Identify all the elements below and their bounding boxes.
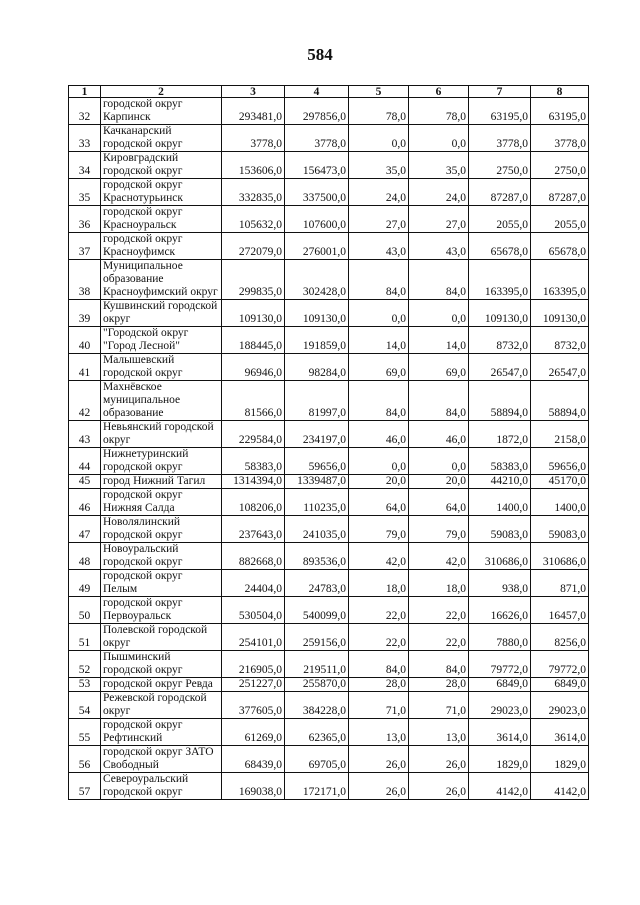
value-cell-col-6: 22,0: [409, 624, 469, 651]
municipality-name-line: Муниципальное: [103, 260, 183, 272]
municipality-name-line: городской округ: [103, 719, 183, 731]
value-cell-col-4: 69705,0: [285, 746, 349, 773]
municipality-name: [101, 651, 222, 678]
row-number: 45: [69, 475, 101, 489]
municipality-name-line: городской округ Пелым: [103, 570, 183, 595]
municipality-name-line: городской округ: [103, 556, 183, 568]
column-header: 7: [469, 86, 531, 98]
row-number: 55: [69, 719, 101, 746]
municipality-name-line: Первоуральск: [103, 610, 172, 622]
value-cell-col-7: 29023,0: [469, 692, 531, 719]
data-table: [68, 85, 589, 800]
value-cell-col-6: 26,0: [409, 746, 469, 773]
value-cell-col-3: 68439,0: [222, 746, 285, 773]
value-cell-col-7: 59083,0: [469, 516, 531, 543]
value-cell-col-7: 8732,0: [469, 327, 531, 354]
municipality-name-line: городской округ: [103, 367, 183, 379]
value-cell-col-4: 62365,0: [285, 719, 349, 746]
value-cell-col-6: 84,0: [409, 651, 469, 678]
value-cell-col-7: 26547,0: [469, 354, 531, 381]
value-cell-col-6: 69,0: [409, 354, 469, 381]
municipality-name: [101, 678, 222, 692]
table-row: [69, 570, 589, 597]
value-cell-col-5: 42,0: [349, 543, 409, 570]
value-cell-col-5: 79,0: [349, 516, 409, 543]
value-cell-col-4: 302428,0: [285, 260, 349, 300]
value-cell-col-7: 2750,0: [469, 152, 531, 179]
value-cell-col-5: 71,0: [349, 692, 409, 719]
municipality-name-line: городской округ: [103, 529, 183, 541]
table-row: [69, 719, 589, 746]
row-number: 50: [69, 597, 101, 624]
municipality-name-line: Малышевский: [103, 354, 175, 366]
value-cell-col-4: 24783,0: [285, 570, 349, 597]
municipality-name: [101, 421, 222, 448]
table-row: [69, 692, 589, 719]
value-cell-col-8: 871,0: [531, 570, 589, 597]
value-cell-col-4: 337500,0: [285, 179, 349, 206]
municipality-name-line: Нижняя Салда: [103, 502, 175, 514]
table-row: [69, 516, 589, 543]
municipality-name-line: городской округ: [103, 597, 183, 609]
municipality-name-line: городской округ: [103, 165, 183, 177]
municipality-name-line: городской округ: [103, 233, 183, 245]
value-cell-col-4: 110235,0: [285, 489, 349, 516]
value-cell-col-7: 87287,0: [469, 179, 531, 206]
value-cell-col-8: 109130,0: [531, 300, 589, 327]
municipality-name-line: округ: [103, 434, 131, 446]
table-row: [69, 260, 589, 300]
value-cell-col-8: 29023,0: [531, 692, 589, 719]
row-number: 49: [69, 570, 101, 597]
table-row: [69, 206, 589, 233]
value-cell-col-7: 79772,0: [469, 651, 531, 678]
municipality-name-line: Свободный: [103, 759, 159, 771]
municipality-name: [101, 516, 222, 543]
value-cell-col-7: 2055,0: [469, 206, 531, 233]
value-cell-col-8: 87287,0: [531, 179, 589, 206]
municipality-name: [101, 179, 222, 206]
value-cell-col-8: 8732,0: [531, 327, 589, 354]
municipality-name: [101, 233, 222, 260]
value-cell-col-4: 107600,0: [285, 206, 349, 233]
table-row: [69, 381, 589, 421]
value-cell-col-6: 78,0: [409, 98, 469, 125]
value-cell-col-7: 310686,0: [469, 543, 531, 570]
column-header: 6: [409, 86, 469, 98]
municipality-name: [101, 448, 222, 475]
table-row: [69, 624, 589, 651]
value-cell-col-6: 42,0: [409, 543, 469, 570]
municipality-name: [101, 597, 222, 624]
value-cell-col-4: 1339487,0: [285, 475, 349, 489]
value-cell-col-7: 3614,0: [469, 719, 531, 746]
municipality-name-line: округ: [103, 637, 131, 649]
municipality-name-line: Красноуральск: [103, 219, 177, 231]
row-number: 42: [69, 381, 101, 421]
value-cell-col-4: 81997,0: [285, 381, 349, 421]
municipality-name-line: Нижнетуринский: [103, 448, 189, 460]
value-cell-col-3: 254101,0: [222, 624, 285, 651]
table-row: [69, 327, 589, 354]
value-cell-col-8: 8256,0: [531, 624, 589, 651]
value-cell-col-8: 6849,0: [531, 678, 589, 692]
row-number: 46: [69, 489, 101, 516]
table-row: [69, 651, 589, 678]
table-row: [69, 233, 589, 260]
value-cell-col-3: 108206,0: [222, 489, 285, 516]
page-number: 584: [307, 45, 333, 64]
municipality-name-line: округ: [103, 313, 131, 325]
table-row: [69, 448, 589, 475]
value-cell-col-3: 332835,0: [222, 179, 285, 206]
value-cell-col-7: 6849,0: [469, 678, 531, 692]
column-header: 1: [69, 86, 101, 98]
value-cell-col-8: 3614,0: [531, 719, 589, 746]
value-cell-col-5: 27,0: [349, 206, 409, 233]
value-cell-col-4: 276001,0: [285, 233, 349, 260]
municipality-name-line: городской округ Ревда: [103, 678, 213, 690]
municipality-name: [101, 98, 222, 125]
value-cell-col-5: 14,0: [349, 327, 409, 354]
table-row: [69, 125, 589, 152]
value-cell-col-4: 98284,0: [285, 354, 349, 381]
value-cell-col-5: 18,0: [349, 570, 409, 597]
row-number: 33: [69, 125, 101, 152]
value-cell-col-5: 26,0: [349, 773, 409, 800]
value-cell-col-6: 64,0: [409, 489, 469, 516]
value-cell-col-4: 255870,0: [285, 678, 349, 692]
municipality-name-line: образование: [103, 273, 164, 285]
value-cell-col-3: 293481,0: [222, 98, 285, 125]
value-cell-col-3: 237643,0: [222, 516, 285, 543]
value-cell-col-5: 26,0: [349, 746, 409, 773]
table-row: [69, 773, 589, 800]
municipality-name-line: Красноуфимский округ: [103, 286, 218, 298]
table-row: [69, 475, 589, 489]
row-number: 43: [69, 421, 101, 448]
value-cell-col-8: 65678,0: [531, 233, 589, 260]
table-row: [69, 354, 589, 381]
value-cell-col-3: 105632,0: [222, 206, 285, 233]
value-cell-col-5: 84,0: [349, 381, 409, 421]
table-row: [69, 179, 589, 206]
row-number: 48: [69, 543, 101, 570]
municipality-name-line: муниципальное: [103, 394, 181, 406]
value-cell-col-8: 45170,0: [531, 475, 589, 489]
municipality-name-line: Кировградский: [103, 152, 179, 164]
row-number: 34: [69, 152, 101, 179]
value-cell-col-3: 188445,0: [222, 327, 285, 354]
municipality-name-line: округ: [103, 705, 131, 717]
municipality-name-line: городской округ: [103, 664, 183, 676]
municipality-name: [101, 746, 222, 773]
row-number: 44: [69, 448, 101, 475]
value-cell-col-6: 13,0: [409, 719, 469, 746]
value-cell-col-5: 22,0: [349, 597, 409, 624]
table-row: [69, 543, 589, 570]
value-cell-col-3: 3778,0: [222, 125, 285, 152]
row-number: 51: [69, 624, 101, 651]
table-row: [69, 678, 589, 692]
value-cell-col-3: 58383,0: [222, 448, 285, 475]
value-cell-col-3: 251227,0: [222, 678, 285, 692]
value-cell-col-5: 0,0: [349, 448, 409, 475]
table-row: [69, 597, 589, 624]
value-cell-col-8: 163395,0: [531, 260, 589, 300]
value-cell-col-3: 24404,0: [222, 570, 285, 597]
value-cell-col-7: 3778,0: [469, 125, 531, 152]
column-header: 3: [222, 86, 285, 98]
value-cell-col-3: 153606,0: [222, 152, 285, 179]
value-cell-col-3: 216905,0: [222, 651, 285, 678]
value-cell-col-4: 59656,0: [285, 448, 349, 475]
value-cell-col-4: 3778,0: [285, 125, 349, 152]
value-cell-col-3: 229584,0: [222, 421, 285, 448]
value-cell-col-4: 219511,0: [285, 651, 349, 678]
table-row: [69, 300, 589, 327]
value-cell-col-5: 35,0: [349, 152, 409, 179]
row-number: 47: [69, 516, 101, 543]
row-number: 37: [69, 233, 101, 260]
value-cell-col-7: 938,0: [469, 570, 531, 597]
value-cell-col-8: 59656,0: [531, 448, 589, 475]
value-cell-col-5: 20,0: [349, 475, 409, 489]
municipality-name: [101, 489, 222, 516]
value-cell-col-8: 2055,0: [531, 206, 589, 233]
municipality-name-line: Полевской городской: [103, 624, 208, 636]
municipality-name: [101, 543, 222, 570]
value-cell-col-3: 882668,0: [222, 543, 285, 570]
value-cell-col-7: 7880,0: [469, 624, 531, 651]
municipality-name-line: городской округ: [103, 489, 183, 501]
value-cell-col-7: 1829,0: [469, 746, 531, 773]
column-header: 4: [285, 86, 349, 98]
value-cell-col-7: 63195,0: [469, 98, 531, 125]
row-number: 57: [69, 773, 101, 800]
municipality-name-line: городской округ: [103, 98, 183, 110]
value-cell-col-4: 384228,0: [285, 692, 349, 719]
value-cell-col-8: 63195,0: [531, 98, 589, 125]
value-cell-col-4: 259156,0: [285, 624, 349, 651]
column-header: 8: [531, 86, 589, 98]
municipality-name-line: городской округ: [103, 138, 183, 150]
value-cell-col-4: 191859,0: [285, 327, 349, 354]
value-cell-col-3: 299835,0: [222, 260, 285, 300]
value-cell-col-4: 234197,0: [285, 421, 349, 448]
value-cell-col-3: 377605,0: [222, 692, 285, 719]
municipality-name-line: городской округ: [103, 461, 183, 473]
value-cell-col-8: 310686,0: [531, 543, 589, 570]
value-cell-col-6: 24,0: [409, 179, 469, 206]
municipality-name: [101, 719, 222, 746]
municipality-name: [101, 327, 222, 354]
value-cell-col-4: 297856,0: [285, 98, 349, 125]
row-number: 39: [69, 300, 101, 327]
value-cell-col-5: 28,0: [349, 678, 409, 692]
value-cell-col-5: 43,0: [349, 233, 409, 260]
municipality-name: [101, 300, 222, 327]
value-cell-col-8: 79772,0: [531, 651, 589, 678]
value-cell-col-6: 26,0: [409, 773, 469, 800]
value-cell-col-3: 109130,0: [222, 300, 285, 327]
municipality-name-line: Североуральский: [103, 773, 189, 785]
value-cell-col-7: 16626,0: [469, 597, 531, 624]
municipality-name-line: Новолялинский: [103, 516, 181, 528]
row-number: 54: [69, 692, 101, 719]
value-cell-col-3: 169038,0: [222, 773, 285, 800]
value-cell-col-5: 84,0: [349, 651, 409, 678]
value-cell-col-7: 65678,0: [469, 233, 531, 260]
value-cell-col-5: 64,0: [349, 489, 409, 516]
municipality-name: [101, 125, 222, 152]
value-cell-col-6: 35,0: [409, 152, 469, 179]
value-cell-col-5: 84,0: [349, 260, 409, 300]
municipality-name: [101, 381, 222, 421]
value-cell-col-6: 43,0: [409, 233, 469, 260]
table-row: [69, 421, 589, 448]
value-cell-col-7: 58894,0: [469, 381, 531, 421]
value-cell-col-4: 241035,0: [285, 516, 349, 543]
value-cell-col-8: 59083,0: [531, 516, 589, 543]
municipality-name-line: Карпинск: [103, 111, 151, 123]
municipality-name-line: Невьянский городской: [103, 421, 214, 433]
value-cell-col-5: 69,0: [349, 354, 409, 381]
value-cell-col-8: 16457,0: [531, 597, 589, 624]
row-number: 38: [69, 260, 101, 300]
municipality-name-line: городской округ: [103, 179, 183, 191]
value-cell-col-6: 46,0: [409, 421, 469, 448]
value-cell-col-6: 20,0: [409, 475, 469, 489]
value-cell-col-6: 79,0: [409, 516, 469, 543]
municipality-name-line: образование: [103, 407, 164, 419]
row-number: 41: [69, 354, 101, 381]
value-cell-col-6: 27,0: [409, 206, 469, 233]
value-cell-col-4: 156473,0: [285, 152, 349, 179]
value-cell-col-6: 0,0: [409, 300, 469, 327]
value-cell-col-6: 0,0: [409, 448, 469, 475]
municipality-name: [101, 692, 222, 719]
municipality-name: [101, 475, 222, 489]
value-cell-col-3: 272079,0: [222, 233, 285, 260]
municipality-name-line: Кушвинский городской: [103, 300, 218, 312]
municipality-name-line: Красноуфимск: [103, 246, 176, 258]
municipality-name-line: городской округ ЗАТО: [103, 746, 214, 758]
municipality-name: [101, 206, 222, 233]
value-cell-col-6: 84,0: [409, 381, 469, 421]
value-cell-col-8: 26547,0: [531, 354, 589, 381]
row-number: 32: [69, 98, 101, 125]
municipality-name-line: городской округ: [103, 206, 183, 218]
value-cell-col-3: 61269,0: [222, 719, 285, 746]
column-header: 5: [349, 86, 409, 98]
value-cell-col-6: 14,0: [409, 327, 469, 354]
value-cell-col-5: 22,0: [349, 624, 409, 651]
value-cell-col-7: 44210,0: [469, 475, 531, 489]
header-row: [69, 86, 589, 98]
column-header: 2: [101, 86, 222, 98]
value-cell-col-6: 71,0: [409, 692, 469, 719]
municipality-name-line: Рефтинский: [103, 732, 163, 744]
value-cell-col-8: 1829,0: [531, 746, 589, 773]
value-cell-col-5: 0,0: [349, 125, 409, 152]
value-cell-col-5: 78,0: [349, 98, 409, 125]
municipality-name: [101, 260, 222, 300]
table-body: [69, 98, 589, 800]
municipality-name-line: город Нижний Тагил: [103, 475, 206, 487]
municipality-name: [101, 624, 222, 651]
municipality-name-line: Краснотурьинск: [103, 192, 184, 204]
value-cell-col-3: 1314394,0: [222, 475, 285, 489]
value-cell-col-7: 109130,0: [469, 300, 531, 327]
municipality-name-line: Режевской городской: [103, 692, 207, 704]
value-cell-col-8: 4142,0: [531, 773, 589, 800]
value-cell-col-7: 1400,0: [469, 489, 531, 516]
value-cell-col-8: 2158,0: [531, 421, 589, 448]
value-cell-col-5: 46,0: [349, 421, 409, 448]
value-cell-col-8: 58894,0: [531, 381, 589, 421]
table-row: [69, 489, 589, 516]
value-cell-col-6: 22,0: [409, 597, 469, 624]
value-cell-col-4: 172171,0: [285, 773, 349, 800]
municipality-name-line: Махнёвское: [103, 381, 162, 393]
value-cell-col-8: 2750,0: [531, 152, 589, 179]
value-cell-col-6: 84,0: [409, 260, 469, 300]
row-number: 52: [69, 651, 101, 678]
row-number: 56: [69, 746, 101, 773]
value-cell-col-6: 28,0: [409, 678, 469, 692]
municipality-name: [101, 354, 222, 381]
table-row: [69, 152, 589, 179]
value-cell-col-7: 163395,0: [469, 260, 531, 300]
municipality-name-line: Новоуральский: [103, 543, 179, 555]
value-cell-col-7: 58383,0: [469, 448, 531, 475]
value-cell-col-4: 893536,0: [285, 543, 349, 570]
municipality-name-line: Пышминский: [103, 651, 171, 663]
municipality-name-line: "Городской округ: [103, 327, 189, 339]
value-cell-col-7: 4142,0: [469, 773, 531, 800]
value-cell-col-7: 1872,0: [469, 421, 531, 448]
value-cell-col-3: 530504,0: [222, 597, 285, 624]
value-cell-col-5: 13,0: [349, 719, 409, 746]
municipality-name: [101, 773, 222, 800]
municipality-name: [101, 570, 222, 597]
value-cell-col-5: 24,0: [349, 179, 409, 206]
value-cell-col-3: 96946,0: [222, 354, 285, 381]
value-cell-col-4: 109130,0: [285, 300, 349, 327]
value-cell-col-8: 1400,0: [531, 489, 589, 516]
row-number: 53: [69, 678, 101, 692]
value-cell-col-3: 81566,0: [222, 381, 285, 421]
row-number: 40: [69, 327, 101, 354]
municipality-name: [101, 152, 222, 179]
table-row: [69, 746, 589, 773]
municipality-name-line: городской округ: [103, 786, 183, 798]
value-cell-col-5: 0,0: [349, 300, 409, 327]
value-cell-col-6: 0,0: [409, 125, 469, 152]
value-cell-col-8: 3778,0: [531, 125, 589, 152]
municipality-name-line: Качканарский: [103, 125, 172, 137]
row-number: 35: [69, 179, 101, 206]
municipality-name-line: "Город Лесной": [103, 340, 180, 352]
value-cell-col-4: 540099,0: [285, 597, 349, 624]
table-row: [69, 98, 589, 125]
row-number: 36: [69, 206, 101, 233]
value-cell-col-6: 18,0: [409, 570, 469, 597]
